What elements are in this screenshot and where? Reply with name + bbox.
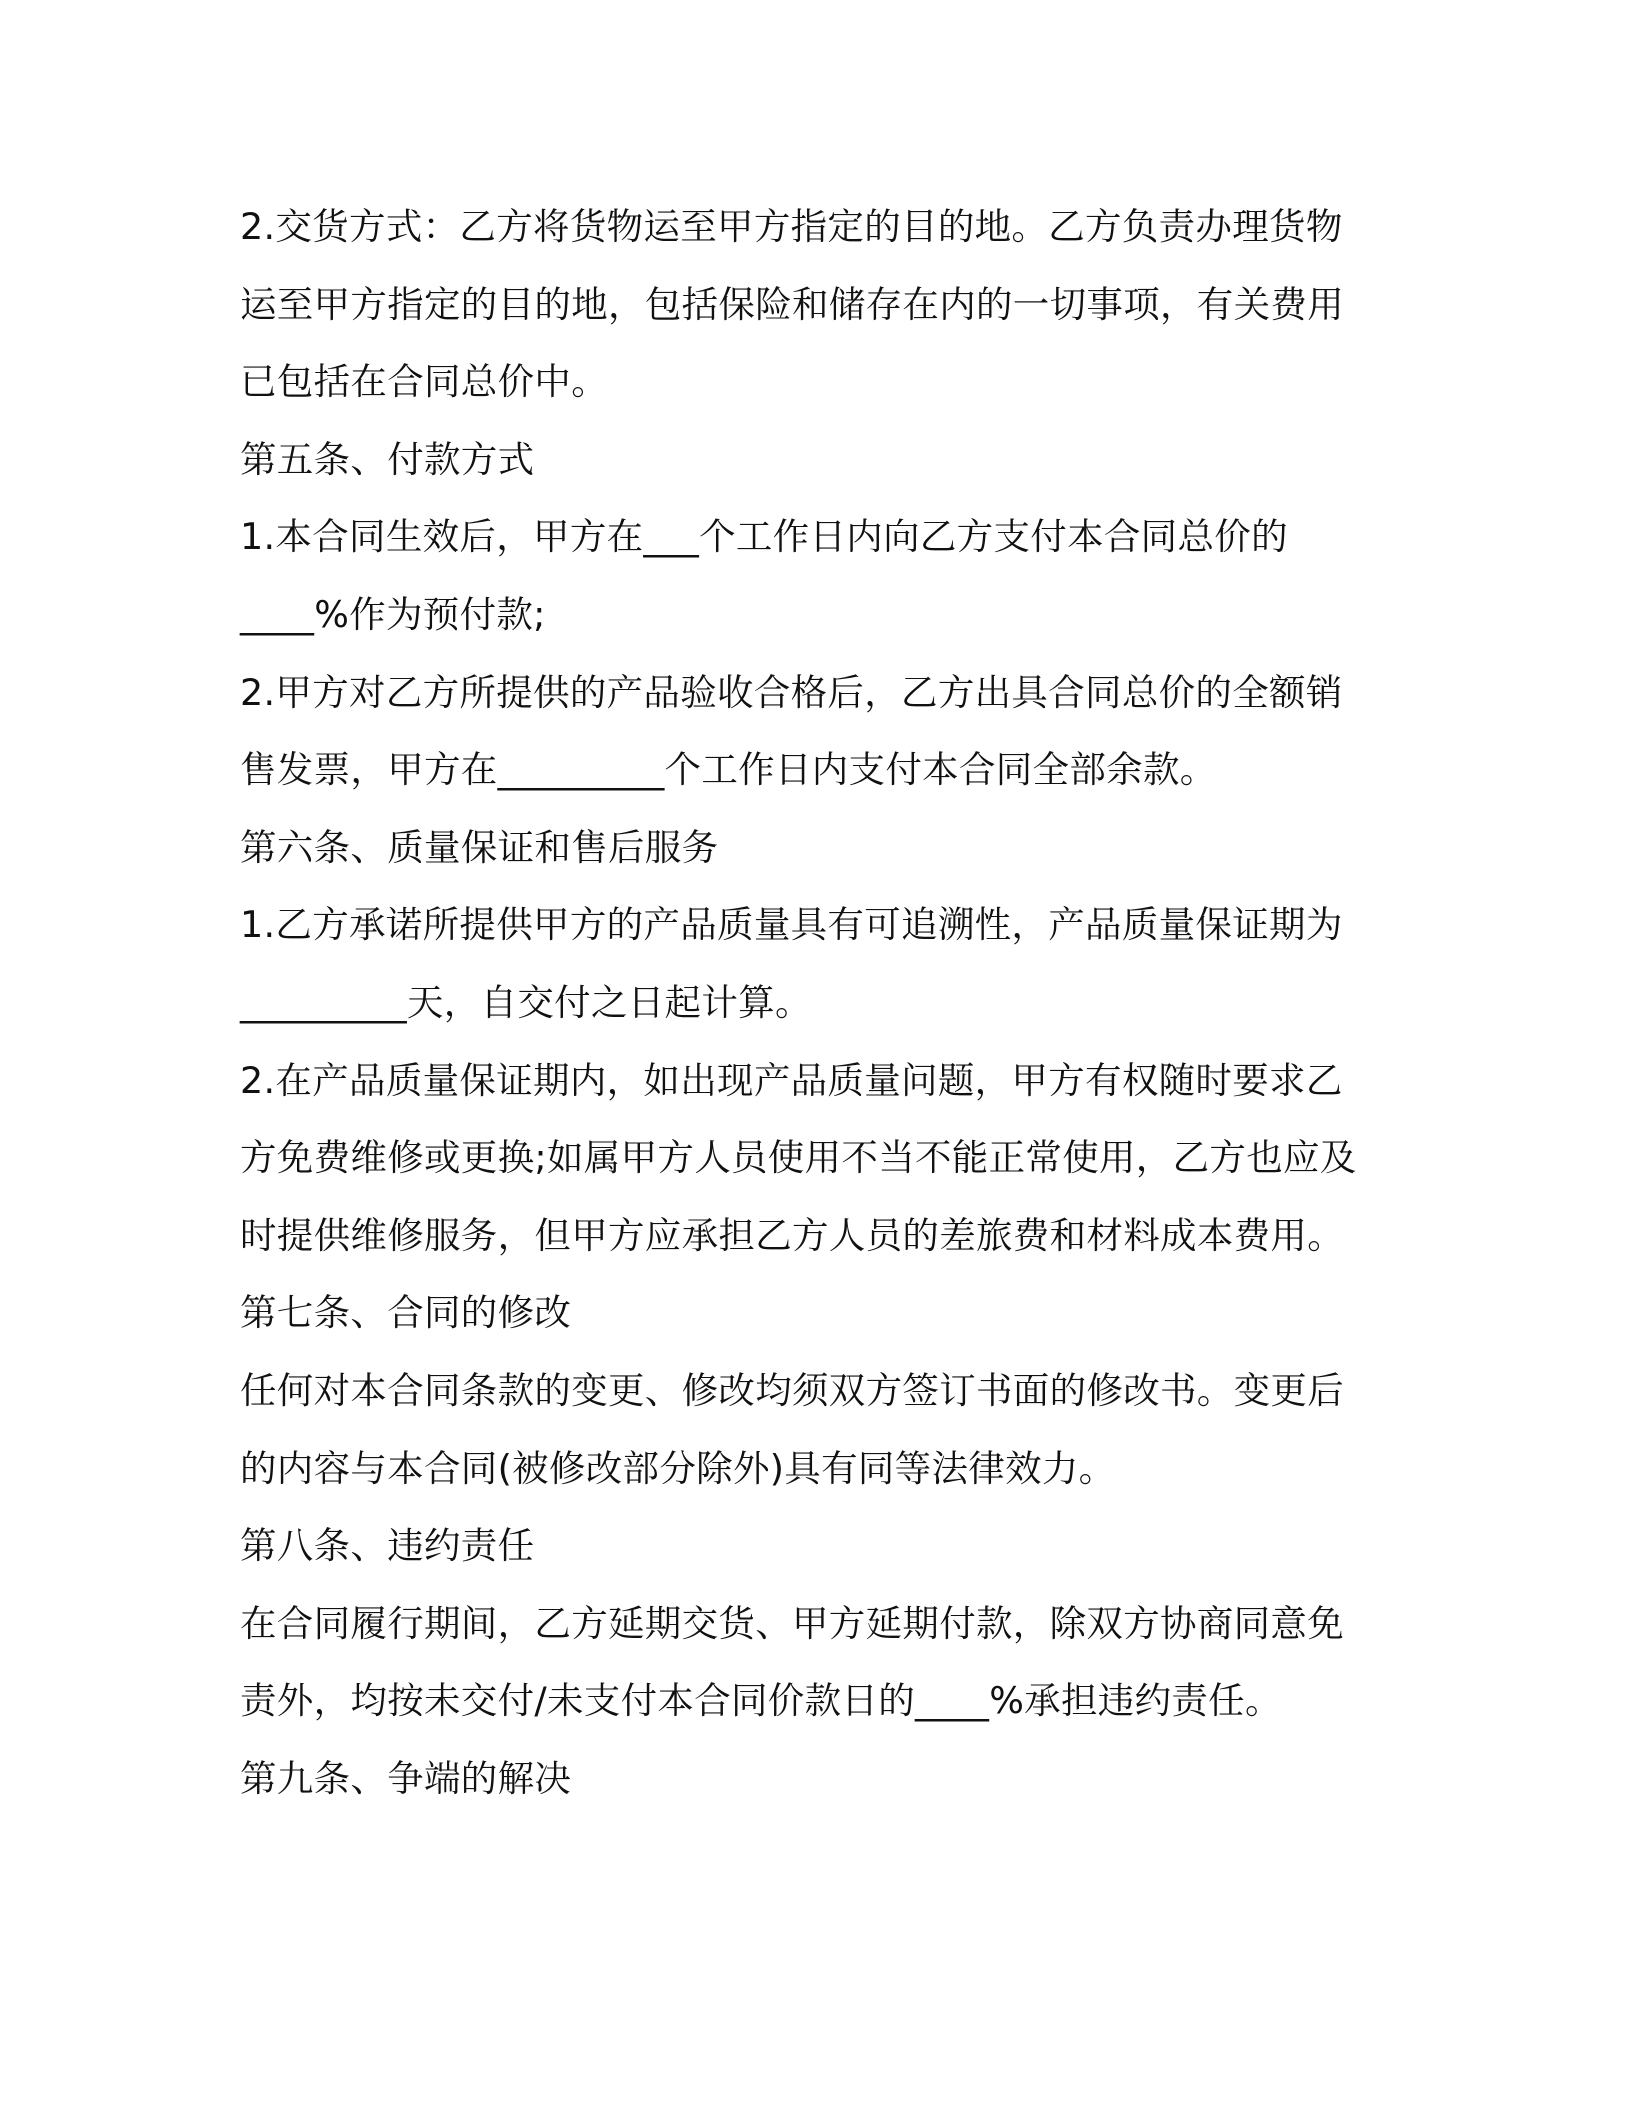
amendment-clause-line-1: 任何对本合同条款的变更、修改均须双方签订书面的修改书。变更后 xyxy=(240,1368,1344,1412)
warranty-clause-2-line-2: 方免费维修或更换;如属甲方人员使用不当不能正常使用，乙方也应及 xyxy=(240,1136,1357,1180)
delivery-method-line-2: 运至甲方指定的目的地，包括保险和储存在内的一切事项，有关费用 xyxy=(240,282,1344,326)
liability-clause-line-1: 在合同履行期间，乙方延期交货、甲方延期付款，除双方协商同意免 xyxy=(240,1601,1344,1645)
delivery-method-line-3: 已包括在合同总价中。 xyxy=(240,360,608,404)
payment-clause-1-line-1: 1.本合同生效后，甲方在___个工作日内向乙方支付本合同总价的 xyxy=(240,515,1288,559)
payment-clause-2-line-2: 售发票，甲方在_________个工作日内支付本合同全部余款。 xyxy=(240,748,1217,792)
payment-clause-2-line-1: 2.甲方对乙方所提供的产品验收合格后，乙方出具合同总价的全额销 xyxy=(240,670,1343,714)
amendment-clause-line-2: 的内容与本合同(被修改部分除外)具有同等法律效力。 xyxy=(240,1446,1116,1490)
warranty-clause-1-line-2: _________天，自交付之日起计算。 xyxy=(240,980,812,1024)
document-page xyxy=(240,188,1400,1817)
article-9-heading: 第九条、争端的解决 xyxy=(240,1756,572,1800)
warranty-clause-2-line-3: 时提供维修服务，但甲方应承担乙方人员的差旅费和材料成本费用。 xyxy=(240,1213,1344,1257)
article-7-heading: 第七条、合同的修改 xyxy=(240,1291,572,1335)
liability-clause-line-2: 责外，均按未交付/未支付本合同价款日的____%承担违约责任。 xyxy=(240,1679,1282,1723)
article-8-heading: 第八条、违约责任 xyxy=(240,1524,535,1568)
delivery-method-line-1: 2.交货方式：乙方将货物运至甲方指定的目的地。乙方负责办理货物 xyxy=(240,205,1343,248)
payment-clause-1-line-2: ____%作为预付款; xyxy=(240,592,546,636)
warranty-clause-2-line-1: 2.在产品质量保证期内，如出现产品质量问题，甲方有权随时要求乙 xyxy=(240,1058,1343,1102)
article-6-heading: 第六条、质量保证和售后服务 xyxy=(240,825,719,869)
article-5-heading: 第五条、付款方式 xyxy=(240,437,535,481)
warranty-clause-1-line-1: 1.乙方承诺所提供甲方的产品质量具有可追溯性，产品质量保证期为 xyxy=(240,903,1343,947)
